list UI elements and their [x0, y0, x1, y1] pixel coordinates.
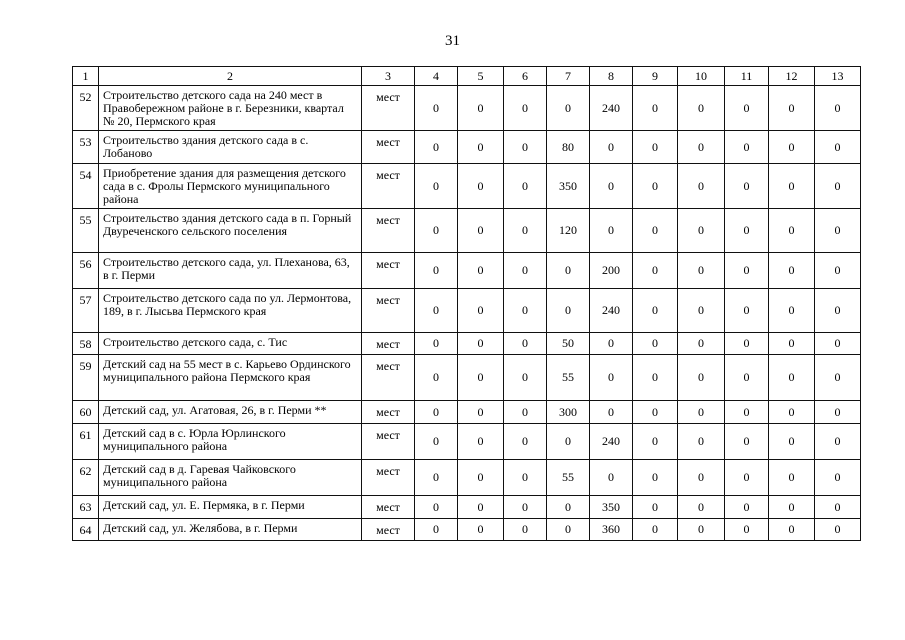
- table-row: [73, 460, 861, 496]
- value-cell: 0: [769, 289, 815, 333]
- value-cell: 0: [590, 209, 633, 253]
- value-cell: 0: [678, 355, 725, 401]
- value-cell: 0: [633, 164, 678, 209]
- value-cell: 0: [725, 355, 769, 401]
- table-row: [73, 424, 861, 460]
- value-cell: 0: [590, 131, 633, 164]
- value-cell: 0: [415, 253, 458, 289]
- header-cell: 9: [633, 67, 678, 86]
- table-row: [73, 355, 861, 401]
- header-cell: 11: [725, 67, 769, 86]
- value-cell: 0: [458, 209, 504, 253]
- table-row: [73, 401, 861, 424]
- value-cell: 0: [678, 253, 725, 289]
- header-cell: 1: [73, 67, 99, 86]
- header-cell: 12: [769, 67, 815, 86]
- header-cell: 2: [99, 67, 362, 86]
- value-cell: 0: [725, 333, 769, 355]
- value-cell: 0: [633, 424, 678, 460]
- unit-cell: мест: [362, 496, 415, 519]
- value-cell: 0: [633, 333, 678, 355]
- value-cell: 0: [678, 131, 725, 164]
- value-cell: 0: [504, 424, 547, 460]
- value-cell: 0: [769, 424, 815, 460]
- row-number: 64: [73, 519, 99, 541]
- value-cell: 0: [547, 496, 590, 519]
- row-number: 59: [73, 355, 99, 401]
- value-cell: 0: [415, 164, 458, 209]
- value-cell: 0: [458, 164, 504, 209]
- value-cell: 0: [590, 333, 633, 355]
- value-cell: 0: [504, 131, 547, 164]
- value-cell: 0: [678, 289, 725, 333]
- unit-cell: мест: [362, 424, 415, 460]
- value-cell: 240: [590, 424, 633, 460]
- value-cell: 0: [678, 333, 725, 355]
- value-cell: 55: [547, 460, 590, 496]
- value-cell: 0: [815, 131, 861, 164]
- row-number: 58: [73, 333, 99, 355]
- value-cell: 0: [678, 164, 725, 209]
- value-cell: 0: [415, 355, 458, 401]
- object-name: Приобретение здания для размещения детского сада в с. Фролы Пермского муниципального района: [99, 164, 362, 209]
- value-cell: 0: [678, 424, 725, 460]
- value-cell: 0: [504, 401, 547, 424]
- object-name: Строительство здания детского сада в с. Лобаново: [99, 131, 362, 164]
- value-cell: 0: [547, 424, 590, 460]
- value-cell: 0: [815, 86, 861, 131]
- value-cell: 0: [547, 253, 590, 289]
- value-cell: 0: [815, 496, 861, 519]
- value-cell: 0: [725, 496, 769, 519]
- value-cell: 0: [769, 496, 815, 519]
- value-cell: 0: [678, 460, 725, 496]
- header-cell: 5: [458, 67, 504, 86]
- object-name: Детский сад, ул. Агатовая, 26, в г. Перми **: [99, 401, 362, 424]
- value-cell: 0: [458, 86, 504, 131]
- row-number: 57: [73, 289, 99, 333]
- table-row: [73, 164, 861, 209]
- value-cell: 0: [633, 401, 678, 424]
- value-cell: 0: [815, 355, 861, 401]
- table-row: [73, 253, 861, 289]
- row-number: 54: [73, 164, 99, 209]
- unit-cell: мест: [362, 333, 415, 355]
- value-cell: 0: [678, 401, 725, 424]
- value-cell: 0: [815, 289, 861, 333]
- value-cell: 0: [769, 401, 815, 424]
- table-row: [73, 496, 861, 519]
- value-cell: 0: [725, 401, 769, 424]
- header-cell: 3: [362, 67, 415, 86]
- object-name: Строительство детского сада, ул. Плеханова, 63, в г. Перми: [99, 253, 362, 289]
- table-row: [73, 86, 861, 131]
- value-cell: 0: [633, 289, 678, 333]
- value-cell: 0: [633, 519, 678, 541]
- table-row: [73, 519, 861, 541]
- value-cell: 0: [633, 209, 678, 253]
- value-cell: 0: [458, 289, 504, 333]
- unit-cell: мест: [362, 460, 415, 496]
- value-cell: 0: [547, 289, 590, 333]
- value-cell: 0: [504, 164, 547, 209]
- value-cell: 120: [547, 209, 590, 253]
- value-cell: 0: [725, 460, 769, 496]
- value-cell: 0: [815, 519, 861, 541]
- value-cell: 0: [725, 131, 769, 164]
- value-cell: 0: [415, 131, 458, 164]
- object-name: Детский сад в д. Гаревая Чайковского муниципального района: [99, 460, 362, 496]
- unit-cell: мест: [362, 519, 415, 541]
- value-cell: 240: [590, 289, 633, 333]
- value-cell: 0: [815, 209, 861, 253]
- value-cell: 240: [590, 86, 633, 131]
- value-cell: 0: [769, 253, 815, 289]
- value-cell: 0: [678, 86, 725, 131]
- value-cell: 0: [458, 131, 504, 164]
- value-cell: 0: [590, 401, 633, 424]
- value-cell: 0: [590, 164, 633, 209]
- row-number: 62: [73, 460, 99, 496]
- unit-cell: мест: [362, 209, 415, 253]
- value-cell: 0: [458, 333, 504, 355]
- value-cell: 0: [725, 519, 769, 541]
- header-cell: 13: [815, 67, 861, 86]
- value-cell: 0: [590, 355, 633, 401]
- value-cell: 0: [769, 460, 815, 496]
- page-number: 31: [445, 33, 460, 49]
- row-number: 55: [73, 209, 99, 253]
- value-cell: 0: [633, 131, 678, 164]
- value-cell: 0: [504, 460, 547, 496]
- unit-cell: мест: [362, 401, 415, 424]
- value-cell: 0: [458, 253, 504, 289]
- unit-cell: мест: [362, 131, 415, 164]
- unit-cell: мест: [362, 164, 415, 209]
- value-cell: 0: [769, 519, 815, 541]
- value-cell: 80: [547, 131, 590, 164]
- value-cell: 0: [458, 496, 504, 519]
- value-cell: 0: [725, 253, 769, 289]
- value-cell: 0: [415, 333, 458, 355]
- value-cell: 0: [769, 131, 815, 164]
- value-cell: 0: [458, 519, 504, 541]
- row-number: 60: [73, 401, 99, 424]
- value-cell: 0: [458, 424, 504, 460]
- value-cell: 55: [547, 355, 590, 401]
- object-name: Детский сад, ул. Е. Пермяка, в г. Перми: [99, 496, 362, 519]
- value-cell: 0: [415, 460, 458, 496]
- value-cell: 0: [725, 209, 769, 253]
- value-cell: 0: [815, 424, 861, 460]
- data-table: [72, 66, 861, 541]
- value-cell: 0: [504, 355, 547, 401]
- value-cell: 0: [547, 519, 590, 541]
- unit-cell: мест: [362, 253, 415, 289]
- value-cell: 0: [769, 355, 815, 401]
- value-cell: 0: [415, 289, 458, 333]
- value-cell: 0: [415, 519, 458, 541]
- value-cell: 0: [458, 460, 504, 496]
- object-name: Строительство здания детского сада в п. Горный Двуреченского сельского поселения: [99, 209, 362, 253]
- row-number: 53: [73, 131, 99, 164]
- value-cell: 0: [633, 86, 678, 131]
- value-cell: 0: [504, 496, 547, 519]
- object-name: Детский сад на 55 мест в с. Карьево Ординского муниципального района Пермского края: [99, 355, 362, 401]
- unit-cell: мест: [362, 289, 415, 333]
- value-cell: 0: [415, 401, 458, 424]
- value-cell: 0: [547, 86, 590, 131]
- value-cell: 0: [504, 289, 547, 333]
- table-row: [73, 131, 861, 164]
- value-cell: 0: [815, 460, 861, 496]
- value-cell: 350: [547, 164, 590, 209]
- object-name: Детский сад, ул. Желябова, в г. Перми: [99, 519, 362, 541]
- value-cell: 0: [678, 496, 725, 519]
- value-cell: 0: [415, 496, 458, 519]
- unit-cell: мест: [362, 355, 415, 401]
- header-cell: 6: [504, 67, 547, 86]
- value-cell: 0: [504, 86, 547, 131]
- header-cell: 4: [415, 67, 458, 86]
- row-number: 56: [73, 253, 99, 289]
- row-number: 61: [73, 424, 99, 460]
- value-cell: 0: [504, 209, 547, 253]
- unit-cell: мест: [362, 86, 415, 131]
- value-cell: 0: [415, 424, 458, 460]
- object-name: Строительство детского сада, с. Тис: [99, 333, 362, 355]
- object-name: Строительство детского сада по ул. Лермонтова, 189, в г. Лысьва Пермского края: [99, 289, 362, 333]
- value-cell: 0: [815, 401, 861, 424]
- value-cell: 0: [678, 209, 725, 253]
- value-cell: 0: [458, 401, 504, 424]
- value-cell: 0: [769, 86, 815, 131]
- value-cell: 0: [769, 333, 815, 355]
- value-cell: 0: [415, 209, 458, 253]
- value-cell: 0: [769, 164, 815, 209]
- object-name: Строительство детского сада на 240 мест в Правобережном районе в г. Березники, квартал № 20, Пермского края: [99, 86, 362, 131]
- header-cell: 8: [590, 67, 633, 86]
- header-cell: 10: [678, 67, 725, 86]
- value-cell: 0: [458, 355, 504, 401]
- value-cell: 0: [504, 519, 547, 541]
- table-row: [73, 289, 861, 333]
- value-cell: 0: [725, 424, 769, 460]
- table-row: [73, 209, 861, 253]
- value-cell: 0: [415, 86, 458, 131]
- value-cell: 0: [769, 209, 815, 253]
- header-cell: 7: [547, 67, 590, 86]
- value-cell: 50: [547, 333, 590, 355]
- object-name: Детский сад в с. Юрла Юрлинского муниципального района: [99, 424, 362, 460]
- value-cell: 0: [815, 253, 861, 289]
- table-row: [73, 333, 861, 355]
- value-cell: 0: [504, 333, 547, 355]
- header-row: [73, 67, 861, 86]
- value-cell: 0: [815, 333, 861, 355]
- value-cell: 0: [725, 164, 769, 209]
- value-cell: 0: [504, 253, 547, 289]
- row-number: 52: [73, 86, 99, 131]
- value-cell: 360: [590, 519, 633, 541]
- value-cell: 300: [547, 401, 590, 424]
- value-cell: 0: [633, 355, 678, 401]
- value-cell: 0: [725, 86, 769, 131]
- value-cell: 0: [678, 519, 725, 541]
- value-cell: 0: [590, 460, 633, 496]
- value-cell: 0: [633, 460, 678, 496]
- value-cell: 0: [633, 253, 678, 289]
- row-number: 63: [73, 496, 99, 519]
- value-cell: 0: [815, 164, 861, 209]
- value-cell: 200: [590, 253, 633, 289]
- value-cell: 350: [590, 496, 633, 519]
- value-cell: 0: [633, 496, 678, 519]
- value-cell: 0: [725, 289, 769, 333]
